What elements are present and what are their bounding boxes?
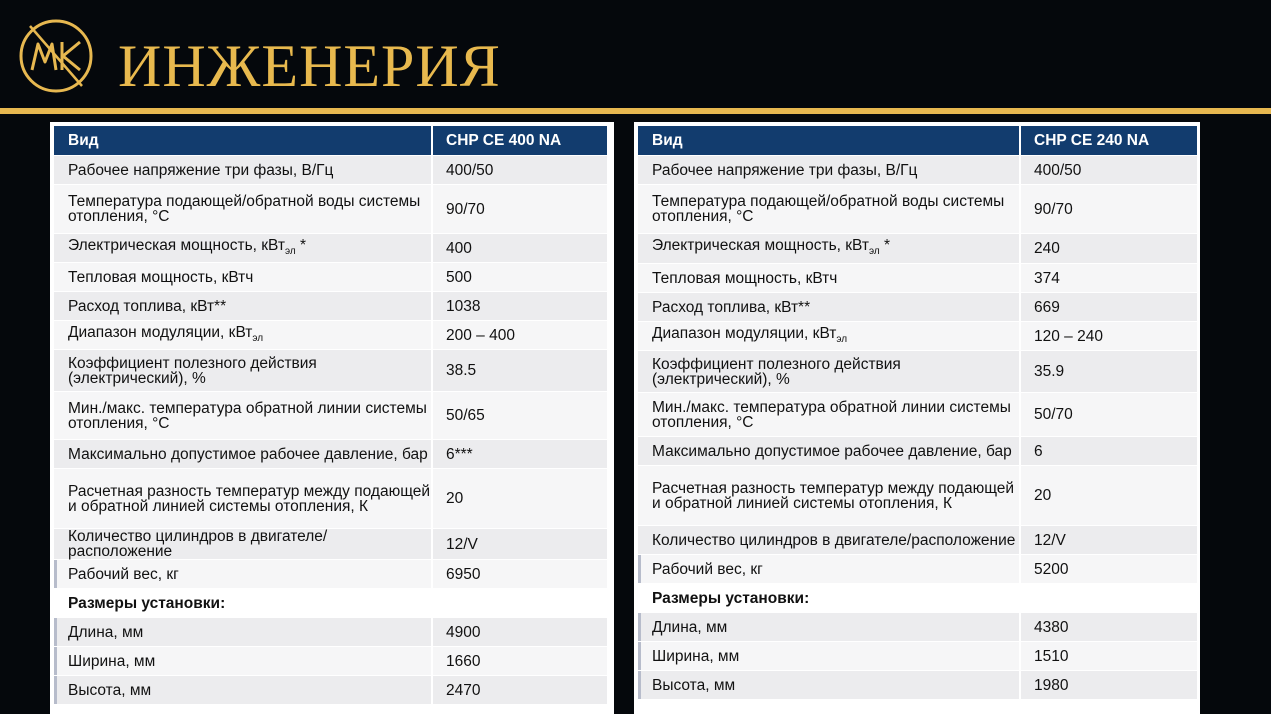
spec-table-240 bbox=[638, 126, 1197, 700]
row-label: Рабочее напряжение три фазы, В/Гц bbox=[638, 156, 1020, 185]
row-value: 1038 bbox=[432, 292, 607, 321]
row-value: 1660 bbox=[432, 647, 607, 676]
row-label: Максимально допустимое рабочее давление, бар bbox=[54, 440, 432, 469]
header-divider bbox=[0, 108, 1271, 114]
row-label: Длина, мм bbox=[54, 618, 432, 647]
mk-logo-icon bbox=[18, 18, 94, 94]
row-label: Расчетная разность температур между подающей и обратной линией системы отопления, К bbox=[638, 466, 1020, 526]
spec-panel-400 bbox=[50, 122, 614, 714]
row-label-text: Диапазон модуляции, кВт bbox=[68, 323, 253, 341]
table-row bbox=[638, 264, 1197, 293]
row-value: 20 bbox=[1020, 466, 1197, 526]
header-model: CHP CE 240 NA bbox=[1020, 126, 1197, 156]
table-row bbox=[54, 676, 607, 705]
row-label: Высота, мм bbox=[54, 676, 432, 705]
row-label bbox=[638, 234, 1020, 264]
header-label: Вид bbox=[54, 126, 432, 156]
table-row bbox=[638, 185, 1197, 234]
row-label: Ширина, мм bbox=[54, 647, 432, 676]
table-row bbox=[638, 642, 1197, 671]
row-label: Рабочее напряжение три фазы, В/Гц bbox=[54, 156, 432, 185]
row-value: 12/V bbox=[1020, 526, 1197, 555]
row-label-text: Диапазон модуляции, кВт bbox=[652, 324, 837, 342]
row-value: 400 bbox=[432, 234, 607, 263]
row-label: Коэффициент полезного действия (электрический), % bbox=[638, 351, 1020, 393]
row-label: Рабочий вес, кг bbox=[638, 555, 1020, 584]
row-label-sub: эл bbox=[868, 246, 880, 257]
table-row bbox=[54, 234, 607, 263]
row-label-text: Электрическая мощность, кВт bbox=[652, 237, 869, 254]
table-row bbox=[54, 647, 607, 676]
row-label: Тепловая мощность, кВтч bbox=[638, 264, 1020, 293]
table-row bbox=[638, 671, 1197, 700]
row-value: 400/50 bbox=[1020, 156, 1197, 185]
row-value: 669 bbox=[1020, 293, 1197, 322]
row-label: Коэффициент полезного действия (электрический), % bbox=[54, 350, 432, 392]
row-label: Максимально допустимое рабочее давление, бар bbox=[638, 437, 1020, 466]
row-value: 2470 bbox=[432, 676, 607, 705]
row-label bbox=[54, 234, 432, 263]
table-row bbox=[638, 351, 1197, 393]
row-label: Расход топлива, кВт** bbox=[54, 292, 432, 321]
table-row bbox=[54, 350, 607, 392]
table-row bbox=[54, 560, 607, 589]
row-label: Рабочий вес, кг bbox=[54, 560, 432, 589]
row-value: 20 bbox=[432, 469, 607, 529]
table-row bbox=[54, 185, 607, 234]
row-value: 240 bbox=[1020, 234, 1197, 264]
spec-table-400 bbox=[54, 126, 607, 705]
header-label: Вид bbox=[638, 126, 1020, 156]
section-row bbox=[638, 584, 1197, 613]
table-header bbox=[638, 126, 1197, 156]
row-label: Температура подающей/обратной воды системы отопления, °С bbox=[54, 185, 432, 234]
table-row bbox=[54, 469, 607, 529]
table-row bbox=[54, 440, 607, 469]
row-value: 4380 bbox=[1020, 613, 1197, 642]
row-value: 90/70 bbox=[432, 185, 607, 234]
row-value: 50/65 bbox=[432, 392, 607, 440]
row-label: Ширина, мм bbox=[638, 642, 1020, 671]
row-label: Мин./макс. температура обратной линии системы отопления, °С bbox=[638, 393, 1020, 437]
row-label: Температура подающей/обратной воды системы отопления, °С bbox=[638, 185, 1020, 234]
section-row bbox=[54, 589, 607, 618]
row-value: 500 bbox=[432, 263, 607, 292]
table-header bbox=[54, 126, 607, 156]
section-value bbox=[432, 589, 607, 618]
row-value: 5200 bbox=[1020, 555, 1197, 584]
row-label-sub: эл bbox=[836, 333, 848, 345]
row-label: Количество цилиндров в двигателе/расположение bbox=[638, 526, 1020, 555]
table-row bbox=[54, 321, 607, 350]
table-row bbox=[54, 529, 607, 560]
row-value: 6 bbox=[1020, 437, 1197, 466]
row-value: 50/70 bbox=[1020, 393, 1197, 437]
row-label-sub: эл bbox=[252, 332, 264, 344]
row-label: Расчетная разность температур между подающей и обратной линией системы отопления, К bbox=[54, 469, 432, 529]
spec-panel-240 bbox=[634, 122, 1200, 714]
row-label-sub: эл bbox=[284, 245, 296, 257]
table-row bbox=[638, 526, 1197, 555]
table-row bbox=[638, 322, 1197, 351]
row-label: Высота, мм bbox=[638, 671, 1020, 700]
table-row bbox=[54, 156, 607, 185]
row-value: 374 bbox=[1020, 264, 1197, 293]
table-row bbox=[638, 234, 1197, 264]
table-row bbox=[638, 555, 1197, 584]
header-model: CHP CE 400 NA bbox=[432, 126, 607, 156]
row-label-suffix: * bbox=[295, 236, 307, 254]
table-row bbox=[54, 292, 607, 321]
section-value bbox=[1020, 584, 1197, 613]
row-value: 120 – 240 bbox=[1020, 322, 1197, 351]
row-label-suffix: * bbox=[879, 237, 891, 254]
row-value: 6*** bbox=[432, 440, 607, 469]
table-row bbox=[54, 618, 607, 647]
table-row bbox=[638, 437, 1197, 466]
row-label: Тепловая мощность, кВтч bbox=[54, 263, 432, 292]
header bbox=[0, 0, 1271, 108]
row-value: 1510 bbox=[1020, 642, 1197, 671]
section-label: Размеры установки: bbox=[54, 589, 432, 618]
row-label: Длина, мм bbox=[638, 613, 1020, 642]
row-value: 12/V bbox=[432, 529, 607, 560]
table-row bbox=[638, 293, 1197, 322]
table-row bbox=[54, 263, 607, 292]
row-value: 1980 bbox=[1020, 671, 1197, 700]
row-value: 4900 bbox=[432, 618, 607, 647]
row-value: 38.5 bbox=[432, 350, 607, 392]
row-label bbox=[54, 321, 432, 350]
table-row bbox=[54, 392, 607, 440]
table-row bbox=[638, 613, 1197, 642]
brand-title: ИНЖЕНЕРИЯ bbox=[118, 33, 501, 99]
row-label bbox=[638, 322, 1020, 351]
row-value: 200 – 400 bbox=[432, 321, 607, 350]
table-row bbox=[638, 156, 1197, 185]
table-row bbox=[638, 393, 1197, 437]
row-label: Расход топлива, кВт** bbox=[638, 293, 1020, 322]
row-label-text: Электрическая мощность, кВт bbox=[68, 236, 285, 254]
row-label: Мин./макс. температура обратной линии системы отопления, °С bbox=[54, 392, 432, 440]
table-row bbox=[638, 466, 1197, 526]
row-value: 400/50 bbox=[432, 156, 607, 185]
row-value: 6950 bbox=[432, 560, 607, 589]
row-label: Количество цилиндров в двигателе/расположение bbox=[54, 529, 432, 560]
row-value: 35.9 bbox=[1020, 351, 1197, 393]
row-value: 90/70 bbox=[1020, 185, 1197, 234]
section-label: Размеры установки: bbox=[638, 584, 1020, 613]
